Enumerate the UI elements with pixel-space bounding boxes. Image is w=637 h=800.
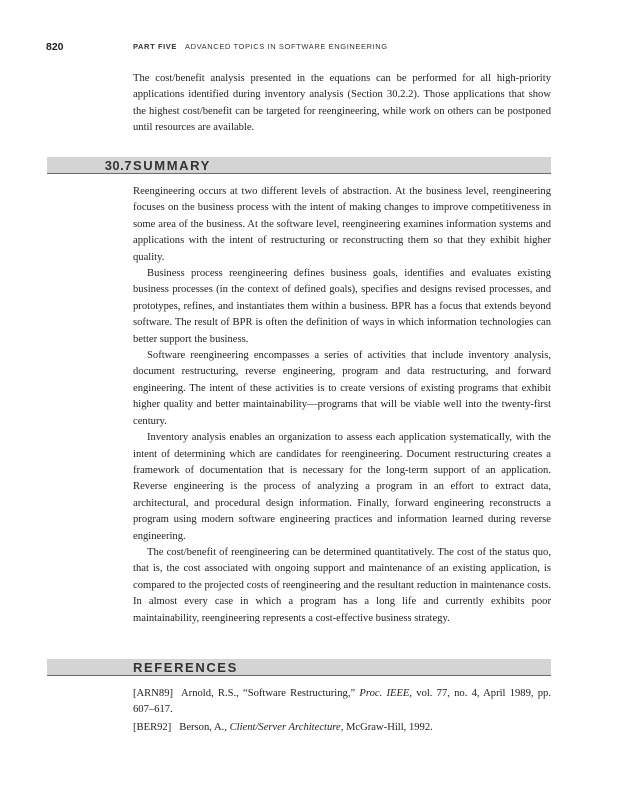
references-list xyxy=(133,686,551,737)
reference-item xyxy=(133,686,551,719)
references-heading-rule xyxy=(47,675,551,677)
running-head xyxy=(133,42,388,51)
reference-details: vol. 77, no. 4, April 1989, pp. 607–617. xyxy=(133,688,552,716)
references-heading-bar xyxy=(47,659,551,676)
reference-item xyxy=(133,720,551,736)
reference-details: McGraw-Hill, 1992. xyxy=(343,721,433,733)
running-head-part: PART FIVE xyxy=(133,42,178,51)
reference-label: [BER92] xyxy=(133,721,172,733)
running-head-title: ADVANCED TOPICS IN SOFTWARE ENGINEERING xyxy=(185,42,388,51)
summary-section-number: 30.7 xyxy=(104,158,132,173)
summary-paragraph: Software reengineering encompasses a series of activities that include inventory analysis, document restructuring, reverse engineering, program and data restructuring, and forward engineering. The intent of these activities is to create versions of existing programs that exhibit higher quality and better maintainability—programs that will be viable well into the twenty-first century. xyxy=(133,350,551,427)
summary-paragraph: Business process reengineering defines business goals, identifies and evaluates existing business processes (in the context of defined goals), specifies and designs revised processes, and prototypes, refines, and instantiates them within a business. BPR has a focus that extends beyond software. The result of BPR is often the definition of ways in which information technologies can better support the business. xyxy=(133,268,551,345)
intro-text xyxy=(133,71,551,137)
summary-paragraph: Reengineering occurs at two different levels of abstraction. At the business level, reengineering focuses on the business process with the intent of making changes to improve competitiveness in some area of the business. At the software level, reengineering examines information systems and applications with the intent of restructuring or reconstructing them so that they exhibit higher quality. xyxy=(133,186,551,263)
summary-body xyxy=(133,184,551,627)
summary-paragraph: The cost/benefit of reengineering can be determined quantitatively. The cost of the status quo, that is, the cost associated with ongoing support and maintenance of an existing application, is compared to the projected costs of reengineering and the resultant reduction in maintenance costs. In almost every case in which a program has a long life and currently exhibits poor maintainability, reengineering represents a cost-effective business strategy. xyxy=(133,546,551,624)
reference-source: Proc. IEEE, xyxy=(359,688,413,699)
intro-paragraph: The cost/benefit analysis presented in the equations can be performed for all high-priority applications identified during inventory analysis (Section 30.2.2). Those applications that show the highest cost/benefit can be targeted for reengineering, while work on others can be postponed until resources are available. xyxy=(133,73,551,134)
summary-section-title: SUMMARY xyxy=(133,158,211,173)
references-section-title: REFERENCES xyxy=(133,660,238,675)
page-number: 820 xyxy=(46,41,64,53)
summary-heading-rule xyxy=(47,173,551,175)
summary-heading-bar xyxy=(47,157,551,174)
reference-text: Berson, A., xyxy=(179,721,230,733)
summary-paragraph: Inventory analysis enables an organization to assess each application systematically, with the intent of determining which are candidates for reengineering. Document restructuring creates a framework of documentation that is necessary for the long-term support of an application. Reverse engineering is the process of analyzing a program in an effort to extract data, architectural, and procedural design information. Finally, forward engineering reconstructs a program using modern software engineering practices and information learned during reverse engineering. xyxy=(133,432,551,542)
reference-source: Client/Server Architecture, xyxy=(229,721,344,733)
reference-label: [ARN89] xyxy=(133,688,174,699)
reference-text: Arnold, R.S., “Software Restructuring,” xyxy=(181,688,360,699)
